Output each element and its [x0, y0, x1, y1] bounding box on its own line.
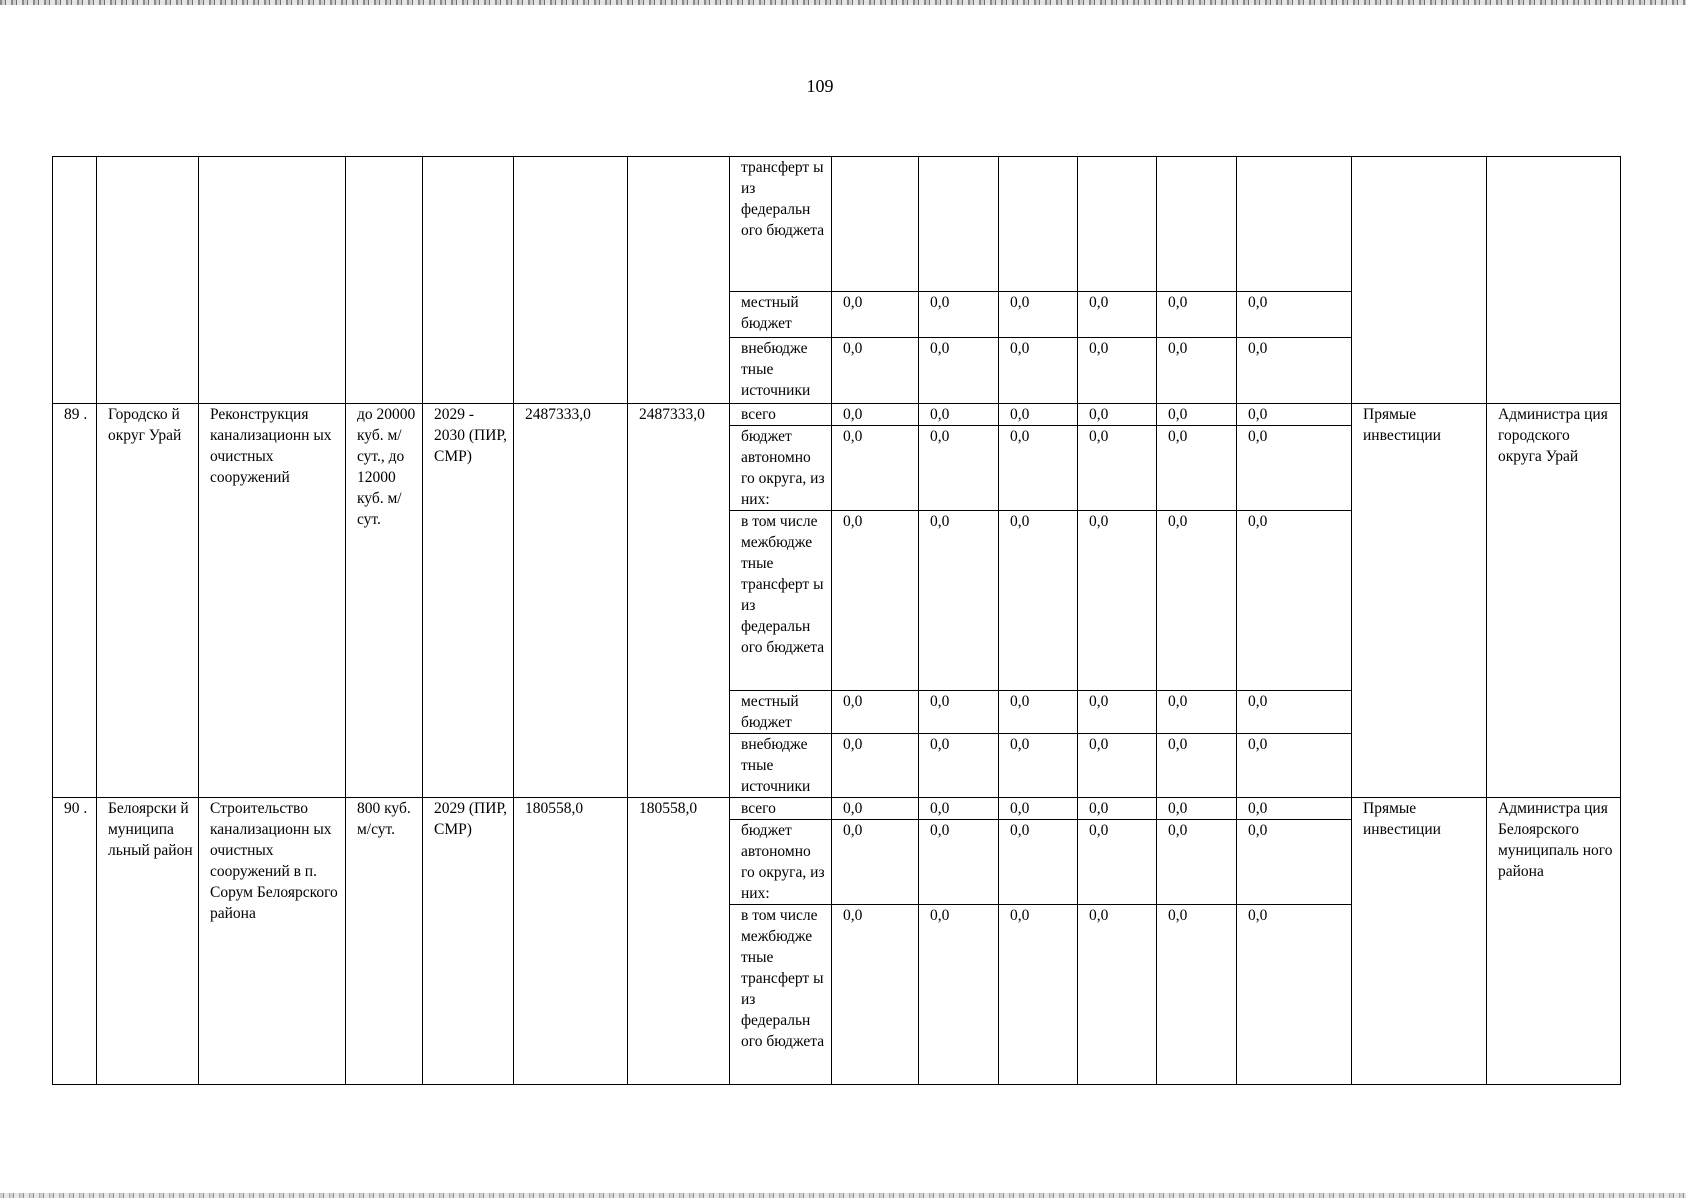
- empty-cell: [423, 157, 514, 404]
- year-value: 0,0: [919, 905, 999, 1085]
- year-value: 0,0: [1157, 292, 1237, 338]
- empty-cell: [97, 157, 199, 404]
- year-value: 0,0: [1157, 511, 1237, 691]
- entry-number: 89 .: [53, 404, 97, 798]
- year-value: 0,0: [999, 734, 1078, 798]
- empty-cell: [1352, 157, 1487, 404]
- year-value: 0,0: [832, 338, 919, 404]
- scan-edge-bottom: [0, 1193, 1686, 1198]
- year-value: 0,0: [1157, 734, 1237, 798]
- year-value: 0,0: [1237, 820, 1352, 905]
- implementation-period: 2029 (ПИР, СМР): [423, 798, 514, 1085]
- year-value: 0,0: [1078, 426, 1157, 511]
- funding-source-label: бюджет автономно го округа, из них:: [730, 820, 832, 905]
- year-value: 0,0: [1078, 338, 1157, 404]
- year-value: 0,0: [832, 292, 919, 338]
- year-value: 0,0: [1237, 798, 1352, 820]
- year-value: [1157, 157, 1237, 292]
- year-value: 0,0: [1078, 404, 1157, 426]
- municipality-name: Белоярски й муниципа льный район: [97, 798, 199, 1085]
- table-row: [53, 404, 1621, 426]
- year-value: 0,0: [999, 426, 1078, 511]
- year-value: 0,0: [832, 691, 919, 734]
- table-row: [53, 157, 1621, 292]
- year-value: 0,0: [1157, 691, 1237, 734]
- funding-source-label: внебюдже тные источники: [730, 338, 832, 404]
- year-value: 0,0: [1237, 691, 1352, 734]
- municipality-name: Городско й округ Урай: [97, 404, 199, 798]
- year-value: 0,0: [999, 338, 1078, 404]
- year-value: 0,0: [832, 905, 919, 1085]
- investment-table: [52, 156, 1621, 1085]
- year-value: 0,0: [1078, 511, 1157, 691]
- year-value: 0,0: [1078, 798, 1157, 820]
- implementation-period: 2029 - 2030 (ПИР, СМР): [423, 404, 514, 798]
- year-value: 0,0: [832, 404, 919, 426]
- year-value: [1237, 157, 1352, 292]
- investment-type: Прямые инвестиции: [1352, 404, 1487, 798]
- empty-cell: [53, 157, 97, 404]
- year-value: 0,0: [1157, 798, 1237, 820]
- year-value: 0,0: [1078, 734, 1157, 798]
- year-value: 0,0: [919, 798, 999, 820]
- year-value: 0,0: [919, 426, 999, 511]
- object-name: Реконструкция канализационн ых очистных сооружений: [199, 404, 346, 798]
- year-value: 0,0: [832, 798, 919, 820]
- empty-cell: [346, 157, 423, 404]
- year-value: 0,0: [1157, 820, 1237, 905]
- year-value: 0,0: [919, 734, 999, 798]
- year-value: 0,0: [1237, 404, 1352, 426]
- year-value: 0,0: [919, 691, 999, 734]
- year-value: 0,0: [919, 511, 999, 691]
- investment-type: Прямые инвестиции: [1352, 798, 1487, 1085]
- year-value: [999, 157, 1078, 292]
- year-value: 0,0: [919, 292, 999, 338]
- year-value: 0,0: [1237, 426, 1352, 511]
- year-value: 0,0: [999, 511, 1078, 691]
- empty-cell: [199, 157, 346, 404]
- year-value: 0,0: [999, 404, 1078, 426]
- empty-cell: [628, 157, 730, 404]
- table-row: [53, 798, 1621, 820]
- funding-source-label: местный бюджет: [730, 292, 832, 338]
- object-name: Строительство канализационн ых очистных сооружений в п. Сорум Белоярского района: [199, 798, 346, 1085]
- entry-number: 90 .: [53, 798, 97, 1085]
- year-value: 0,0: [1237, 734, 1352, 798]
- year-value: 0,0: [1078, 820, 1157, 905]
- page-number: 109: [806, 76, 834, 96]
- year-value: 0,0: [1237, 511, 1352, 691]
- cost-total: 180558,0: [514, 798, 628, 1085]
- funding-source-label: внебюдже тные источники: [730, 734, 832, 798]
- year-value: 0,0: [1078, 292, 1157, 338]
- funding-source-label: бюджет автономно го округа, из них:: [730, 426, 832, 511]
- funding-source-label: местный бюджет: [730, 691, 832, 734]
- funding-source-label: в том числе межбюдже тные трансферт ы из федеральн ого бюджета: [730, 511, 832, 691]
- year-value: 0,0: [999, 905, 1078, 1085]
- funding-source-label: трансферт ы из федеральн ого бюджета: [730, 157, 832, 292]
- year-value: 0,0: [1237, 292, 1352, 338]
- year-value: 0,0: [832, 511, 919, 691]
- year-value: 0,0: [919, 820, 999, 905]
- year-value: 0,0: [1078, 691, 1157, 734]
- year-value: 0,0: [832, 426, 919, 511]
- year-value: 0,0: [999, 292, 1078, 338]
- funding-source-label: в том числе межбюдже тные трансферт ы из федеральн ого бюджета: [730, 905, 832, 1085]
- year-value: 0,0: [919, 404, 999, 426]
- year-value: [919, 157, 999, 292]
- capacity: до 20000 куб. м/сут., до 12000 куб. м/сут.: [346, 404, 423, 798]
- cost-total: 2487333,0: [514, 404, 628, 798]
- year-value: 0,0: [999, 798, 1078, 820]
- year-value: 0,0: [832, 734, 919, 798]
- cost-remaining: 180558,0: [628, 798, 730, 1085]
- cost-remaining: 2487333,0: [628, 404, 730, 798]
- empty-cell: [1487, 157, 1621, 404]
- year-value: 0,0: [832, 820, 919, 905]
- executor: Администра ция Белоярского муниципаль ного района: [1487, 798, 1621, 1085]
- scan-edge-top: [0, 0, 1686, 5]
- year-value: 0,0: [1157, 404, 1237, 426]
- year-value: 0,0: [1237, 338, 1352, 404]
- year-value: 0,0: [1157, 426, 1237, 511]
- funding-source-label: всего: [730, 404, 832, 426]
- year-value: 0,0: [919, 338, 999, 404]
- year-value: 0,0: [1157, 338, 1237, 404]
- empty-cell: [514, 157, 628, 404]
- year-value: 0,0: [1237, 905, 1352, 1085]
- executor: Администра ция городского округа Урай: [1487, 404, 1621, 798]
- year-value: 0,0: [1078, 905, 1157, 1085]
- funding-source-label: всего: [730, 798, 832, 820]
- year-value: 0,0: [999, 820, 1078, 905]
- capacity: 800 куб. м/сут.: [346, 798, 423, 1085]
- year-value: [1078, 157, 1157, 292]
- year-value: 0,0: [1157, 905, 1237, 1085]
- year-value: 0,0: [999, 691, 1078, 734]
- table-body: [53, 157, 1621, 1085]
- year-value: [832, 157, 919, 292]
